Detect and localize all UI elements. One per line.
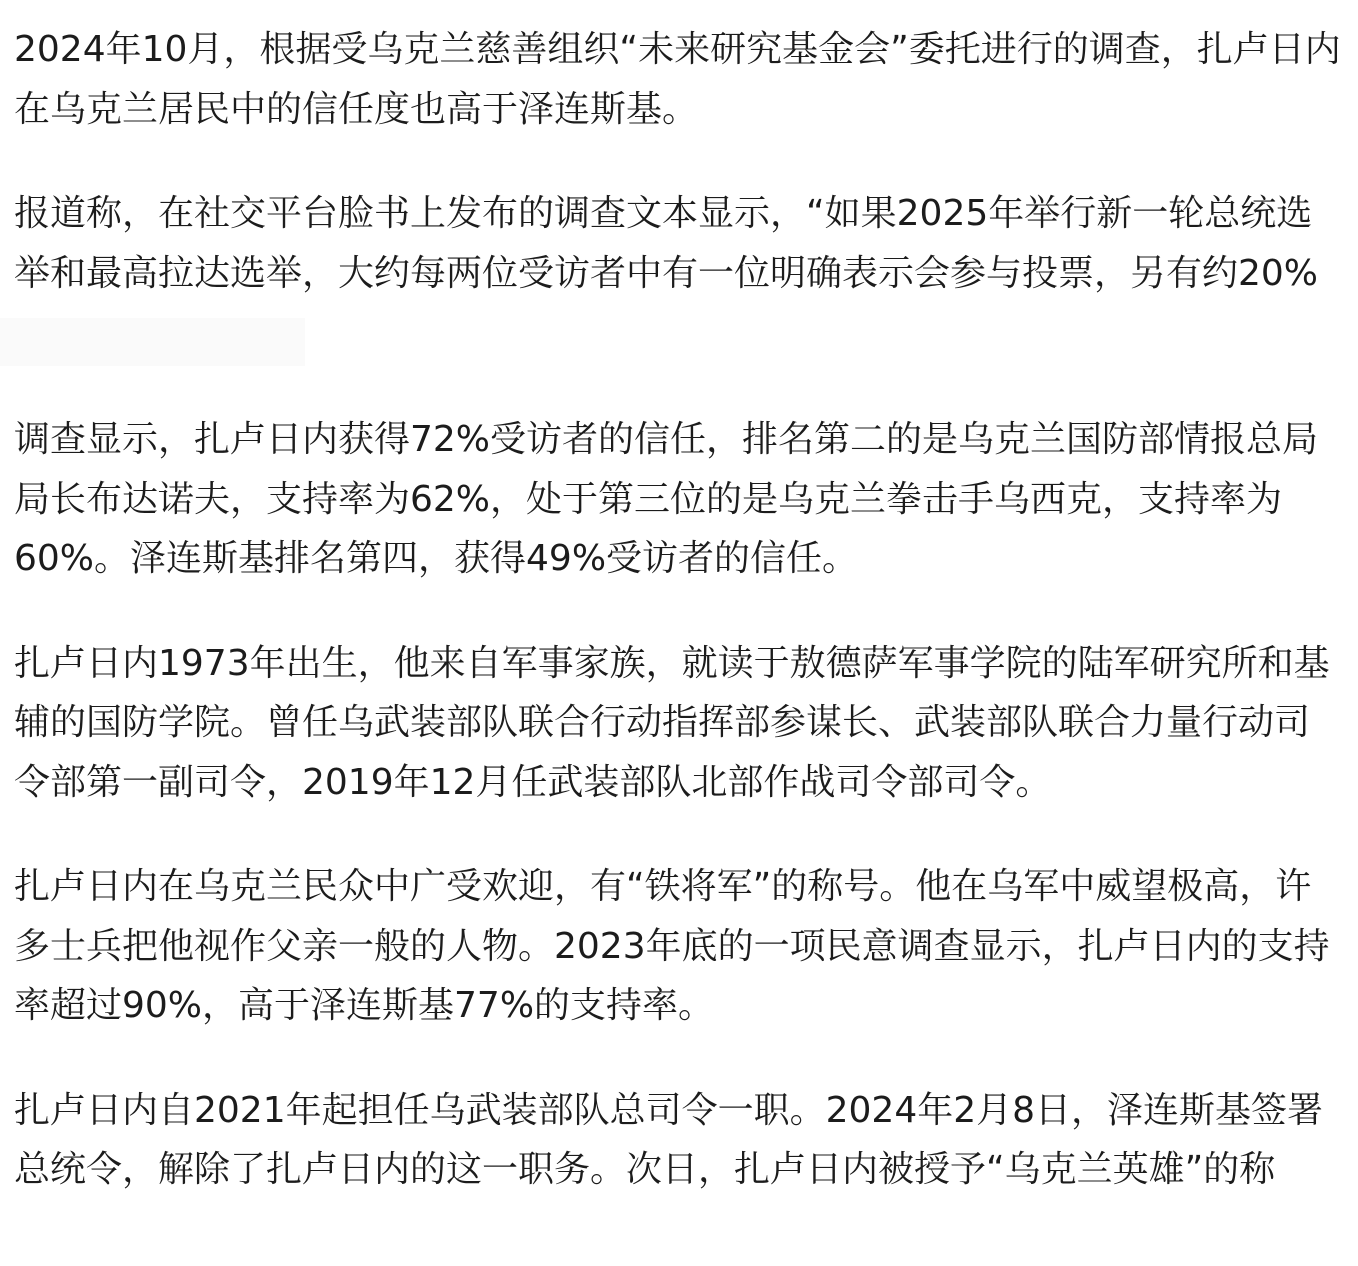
text-line: 报道称，在社交平台脸书上发布的调查文本显示，“如果2025年举行新一轮总统选 bbox=[14, 193, 1313, 234]
text-line: 扎卢日内自2021年起担任乌武装部队总司令一职。2024年2月8日，泽连斯基签署 bbox=[14, 1089, 1324, 1131]
paragraph-dismissal bbox=[14, 1081, 1358, 1200]
text-line: 令部第一副司令，2019年12月任武装部队北部作战司令部司令。 bbox=[14, 761, 1052, 803]
text-line: 扎卢日内1973年出生，他来自军事家族，就读于敖德萨军事学院的陆军研究所和基 bbox=[14, 642, 1330, 684]
text-line: 扎卢日内在乌克兰民众中广受欢迎，有“铁将军”的称号。他在乌军中威望极高，许 bbox=[14, 866, 1312, 907]
text-line: 辅的国防学院。曾任乌武装部队联合行动指挥部参谋长、武装部队联合力量行动司 bbox=[14, 702, 1311, 743]
blank-line-shade bbox=[0, 318, 305, 366]
text-line: 60%。泽连斯基排名第四，获得49%受访者的信任。 bbox=[14, 538, 859, 579]
paragraph-report bbox=[14, 184, 1358, 303]
paragraph-trust-survey bbox=[14, 20, 1358, 139]
text-line: 2024年10月，根据受乌克兰慈善组织“未来研究基金会”委托进行的调查，扎卢日内 bbox=[14, 29, 1341, 70]
paragraph-biography bbox=[14, 634, 1358, 813]
text-line: 率超过90%，高于泽连斯基77%的支持率。 bbox=[14, 985, 715, 1026]
text-line: 举和最高拉达选举，大约每两位受访者中有一位明确表示会参与投票，另有约20% bbox=[14, 252, 1319, 294]
text-line: 总统令，解除了扎卢日内的这一职务。次日，扎卢日内被授予“乌克兰英雄”的称 bbox=[14, 1149, 1276, 1190]
text-line: 局长布达诺夫，支持率为62%，处于第三位的是乌克兰拳击手乌西克，支持率为 bbox=[14, 478, 1283, 520]
article-body bbox=[0, 20, 1358, 1245]
paragraph-ranking bbox=[14, 410, 1358, 589]
text-line: 调查显示，扎卢日内获得72%受访者的信任，排名第二的是乌克兰国防部情报总局 bbox=[14, 419, 1319, 460]
blank-line bbox=[14, 348, 1358, 410]
paragraph-popularity bbox=[14, 857, 1358, 1036]
text-line: 多士兵把他视作父亲一般的人物。2023年底的一项民意调查显示，扎卢日内的支持 bbox=[14, 925, 1330, 967]
text-line: 在乌克兰居民中的信任度也高于泽连斯基。 bbox=[14, 88, 699, 130]
